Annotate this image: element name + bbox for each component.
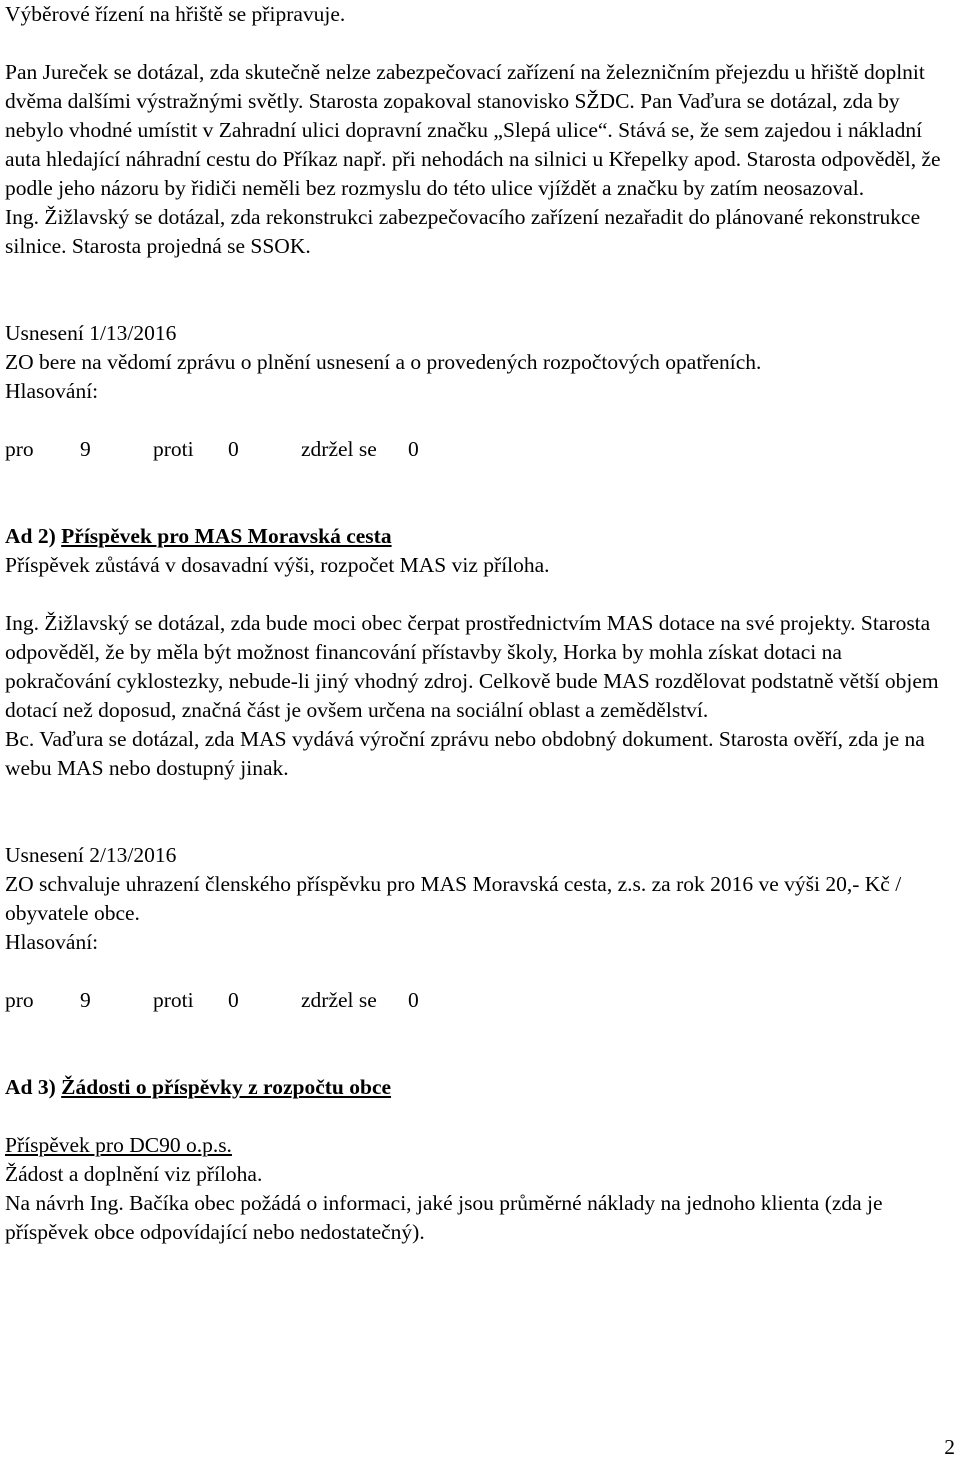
vote-proti-label: proti [153, 988, 194, 1012]
vote-proti-label: proti [153, 437, 194, 461]
ad-2-line: Příspěvek zůstává v dosavadní výši, rozpočet MAS viz příloha. [5, 553, 550, 577]
vote-zdrzel-label: zdržel se [301, 437, 377, 461]
vote-proti-value: 0 [228, 988, 239, 1012]
vote-pro-label: pro [5, 437, 34, 461]
vote-zdrzel-value: 0 [408, 988, 419, 1012]
spacer [5, 580, 945, 609]
resolution-1-vote-label: Hlasování: [5, 379, 99, 403]
spacer [5, 1015, 945, 1073]
vote-zdrzel-label: zdržel se [301, 988, 377, 1012]
vote-pro-label: pro [5, 988, 34, 1012]
spacer [5, 957, 945, 986]
vote-proti-value: 0 [228, 437, 239, 461]
ad-3-heading-prefix: Ad 3) [5, 1075, 62, 1099]
resolution-2-text: ZO schvaluje uhrazení členského příspěvku pro MAS Moravská cesta, z.s. za rok 2016 ve výši 20,- Kč / obyvatele obce. [5, 872, 902, 925]
ad-2-heading-title: Příspěvek pro MAS Moravská cesta [61, 524, 392, 548]
ad-3-heading [5, 1073, 945, 1102]
ad-3-line: Žádost a doplnění viz příloha. [5, 1162, 263, 1186]
resolution-2-title: Usnesení 2/13/2016 [5, 843, 177, 867]
resolution-2-vote-result [5, 986, 945, 1015]
ad-3-heading-title: Žádosti o příspěvky z rozpočtu obce [61, 1075, 392, 1099]
spacer [5, 464, 945, 522]
spacer [5, 261, 945, 319]
vote-zdrzel-value: 0 [408, 437, 419, 461]
ad-3-paragraph-1: Na návrh Ing. Bačíka obec požádá o informaci, jaké jsou průměrné náklady na jednoho klienta (zda je příspěvek obce odpovídající nebo nedostatečný). [5, 1191, 883, 1244]
ad-2-heading-prefix: Ad 2) [5, 524, 62, 548]
vote-pro-value: 9 [80, 437, 91, 461]
ad-3-subtitle: Příspěvek pro DC90 o.p.s. [5, 1133, 232, 1157]
spacer [5, 1102, 945, 1131]
resolution-2-vote-label: Hlasování: [5, 930, 99, 954]
resolution-1-vote-result [5, 435, 945, 464]
ad-2-paragraph-1: Ing. Žižlavský se dotázal, zda bude moci obec čerpat prostřednictvím MAS dotace na své projekty. Starosta odpověděl, že by měla být možnost financování přístavby školy, Horka by mohla získat dotaci na pokračování cyklostezky, nebude-li jiný vhodný zdroj. Celkově bude MAS rozdělovat podstatně větší objem dotací než doposud, značná část je ovšem určena na sociální oblast a zemědělství. [5, 611, 939, 722]
ad-2-heading [5, 522, 945, 551]
page-number: 2 [944, 1435, 955, 1459]
spacer [5, 783, 945, 841]
paragraph-reconstruction: Ing. Žižlavský se dotázal, zda rekonstrukci zabezpečovacího zařízení nezařadit do plánované rekonstrukce silnice. Starosta projedná se SSOK. [5, 205, 921, 258]
paragraph-railway-crossing: Pan Jureček se dotázal, zda skutečně nelze zabezpečovací zařízení na železničním přejezdu u hřiště doplnit dvěma dalšími výstražnými světly. Starosta zopakoval stanovisko SŽDC. Pan Vaďura se dotázal, zda by nebylo vhodné umístit v Zahradní ulici dopravní značku „Slepá ulice“. Stává se, že sem zajedou i nákladní auta hledající náhradní cestu do Příkaz např. při nehodách na silnici u Křepelky apod. Starosta odpověděl, že podle jeho názoru by řidiči neměli bez rozmyslu do této ulice vjíždět a značku by zatím neosazoval. [5, 60, 941, 200]
resolution-1-text: ZO bere na vědomí zprávu o plnění usnesení a o provedených rozpočtových opatřeních. [5, 350, 762, 374]
resolution-1-title: Usnesení 1/13/2016 [5, 321, 177, 345]
ad-2-paragraph-2: Bc. Vaďura se dotázal, zda MAS vydává výroční zprávu nebo obdobný dokument. Starosta ověří, zda je na webu MAS nebo dostupný jinak. [5, 727, 925, 780]
paragraph-playground-tender: Výběrové řízení na hřiště se připravuje. [5, 2, 346, 26]
vote-pro-value: 9 [80, 988, 91, 1012]
spacer [5, 406, 945, 435]
document-page [5, 0, 945, 1247]
spacer [5, 29, 945, 58]
